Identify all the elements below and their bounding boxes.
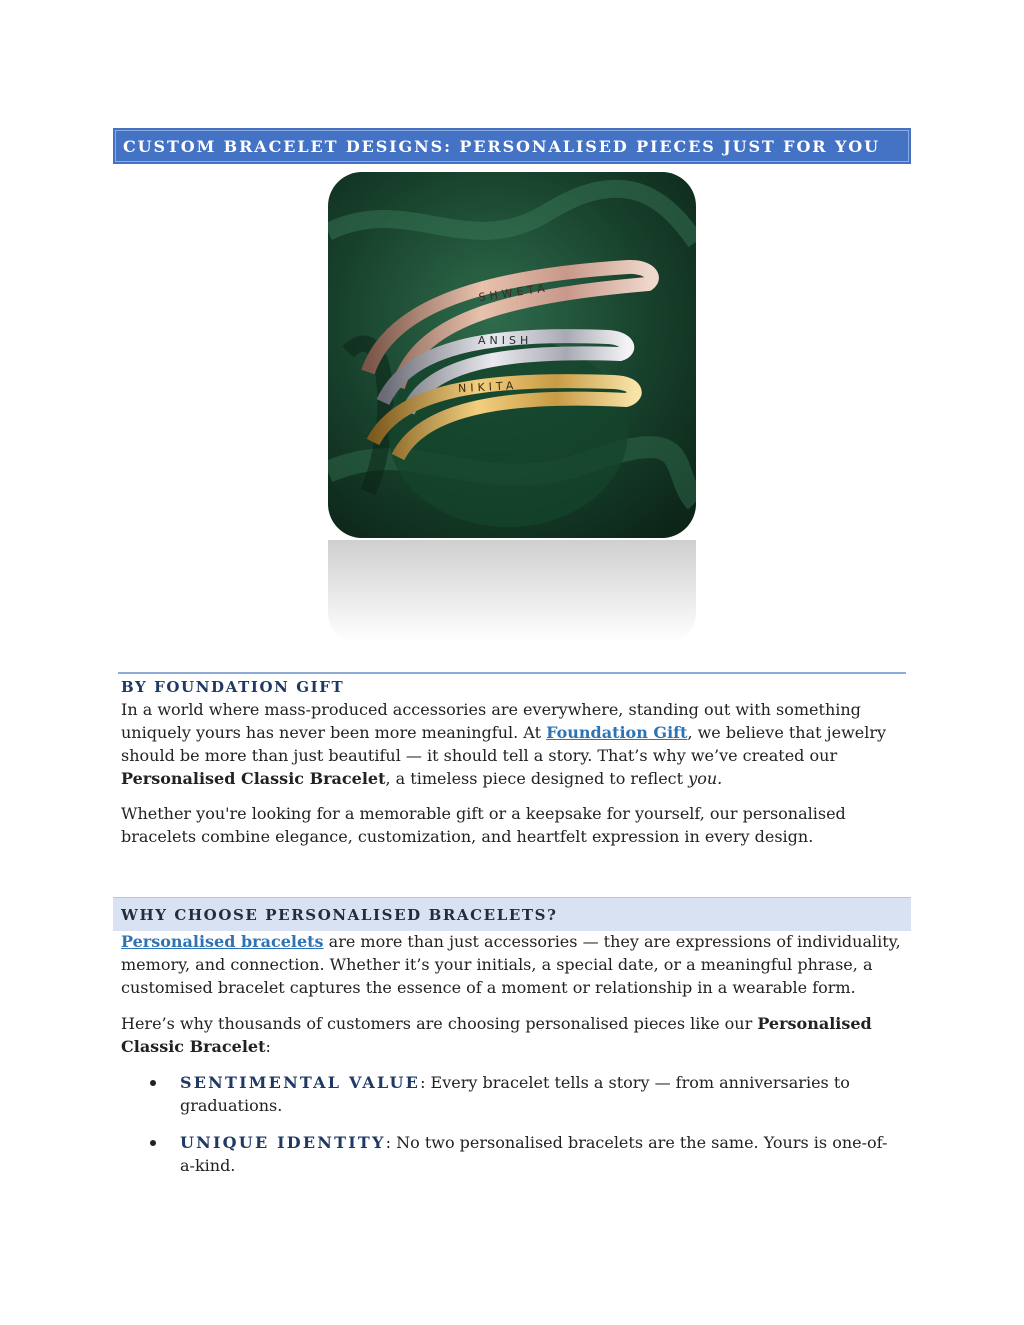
intro-paragraph-2: Whether you're looking for a memorable gift or a keepsake for yourself, our personalised bracelets combine elegance, customization, and heartfelt expression in every design. <box>121 804 846 846</box>
bullet-icon <box>150 1140 156 1146</box>
list-item <box>150 1131 890 1177</box>
divider <box>118 672 906 674</box>
bracelet-photo <box>328 172 696 538</box>
bullet-term: SENTIMENTAL VALUE <box>180 1073 421 1092</box>
bullet-term: UNIQUE IDENTITY <box>180 1133 386 1152</box>
section-heading-text: WHY CHOOSE PERSONALISED BRACELETS? <box>121 905 558 924</box>
list-item <box>150 1071 890 1117</box>
benefits-list <box>150 1071 890 1191</box>
bracelet-engraving: NIKITA <box>457 378 518 396</box>
text: , a timeless piece designed to reflect <box>385 769 689 788</box>
bullet-text: : No two personalised bracelets are the same. Yours is one-of-a-kind. <box>180 1133 888 1175</box>
section-paragraph <box>121 930 911 999</box>
title-banner <box>113 128 911 164</box>
bracelet-engraving: ANISH <box>478 334 533 347</box>
foundation-gift-link[interactable]: Foundation Gift <box>546 723 688 742</box>
bullet-icon <box>150 1080 156 1086</box>
intro-paragraph <box>121 698 911 790</box>
product-name: Personalised Classic Bracelet <box>121 769 386 788</box>
text: Here’s why thousands of customers are choosing personalised pieces like our <box>121 1014 758 1033</box>
author-byline: BY FOUNDATION GIFT <box>121 678 345 696</box>
section-heading <box>113 897 911 931</box>
text: : <box>265 1037 271 1056</box>
product-image <box>328 172 696 642</box>
bullet-text: : Every bracelet tells a story — from anniversaries to graduations. <box>180 1073 850 1115</box>
title-banner-inner <box>115 130 909 162</box>
section-paragraph-2 <box>121 1012 911 1058</box>
page-title: CUSTOM BRACELET DESIGNS: PERSONALISED PIECES JUST FOR YOU <box>123 136 880 156</box>
product-name: Personalised Classic Bracelet <box>121 1014 872 1056</box>
bracelet-engraving: SHWETA <box>477 281 550 305</box>
text: are more than just accessories — they are expressions of individuality, memory, and connection. Whether it’s your initials, a special date, or a meaningful phrase, a customised bracelet captures the essence of a moment or relationship in a wearable form. <box>121 932 901 997</box>
text: , we believe that jewelry should be more than just beautiful — it should tell a story. That’s why we’ve created our <box>121 723 887 765</box>
text: In a world where mass-produced accessories are everywhere, standing out with something uniquely yours has never been more meaningful. At <box>121 700 861 742</box>
emphasis: you. <box>688 769 723 788</box>
personalised-bracelets-link[interactable]: Personalised bracelets <box>121 932 324 951</box>
photo-reflection <box>328 540 696 642</box>
